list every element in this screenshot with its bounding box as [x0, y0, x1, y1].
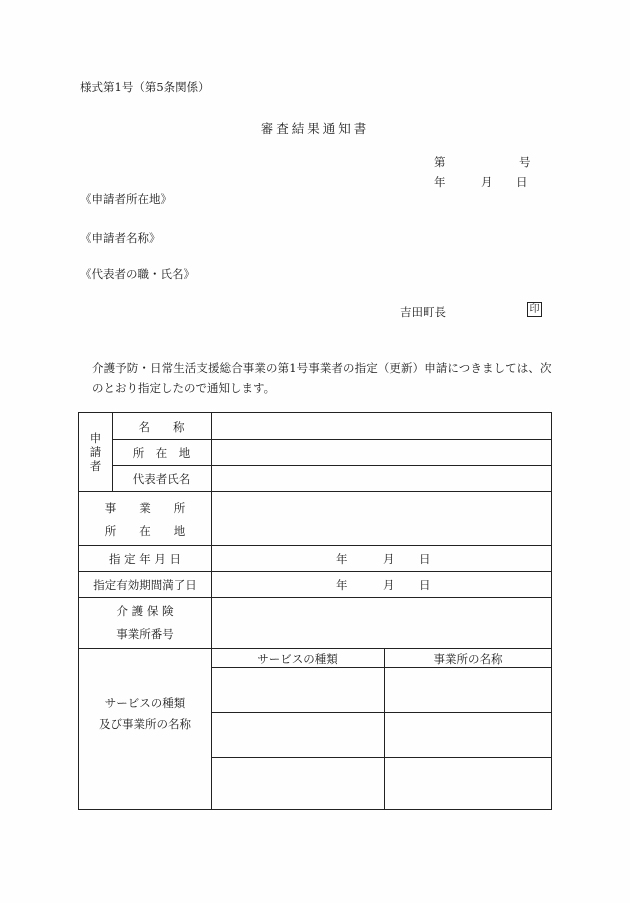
date-day: 日 — [516, 175, 528, 189]
service-label-2: 及び事業所の名称 — [99, 717, 191, 731]
number-suffix: 号 — [519, 155, 531, 169]
col-office-name: 事業所の名称 — [433, 652, 503, 666]
sender-title: 吉田町長 — [400, 305, 446, 319]
table-rule — [384, 648, 385, 810]
document-title: 審査結果通知書 — [260, 121, 370, 136]
name-label: 名 称 — [138, 420, 185, 434]
recipient-name: 《申請者名称》 — [80, 231, 161, 245]
notice-body-line-1: 介護予防・日常生活支援総合事業の第1号事業者の指定（更新）申請につきましては、次 — [92, 361, 552, 375]
number-prefix: 第 — [434, 155, 446, 169]
col-service-type: サービスの種類 — [257, 652, 338, 666]
service-label-1: サービスの種類 — [104, 696, 186, 710]
table-rule — [79, 597, 552, 598]
result-table — [78, 412, 552, 810]
expiry-label: 指定有効期間満了日 — [93, 578, 197, 592]
insurance-label-1: 介 護 保 険 — [116, 604, 174, 618]
table-rule — [79, 648, 552, 649]
address-label: 所 在 地 — [132, 446, 191, 460]
table-rule — [211, 667, 552, 668]
table-rule — [79, 571, 552, 572]
recipient-address: 《申請者所在地》 — [80, 192, 172, 206]
representative-label: 代表者氏名 — [132, 472, 191, 486]
table-rule — [112, 465, 552, 466]
expiry-month: 月 — [383, 578, 395, 592]
insurance-label-2: 事業所番号 — [116, 627, 174, 641]
notice-body-line-2: のとおり指定したので通知します。 — [92, 381, 276, 395]
table-rule — [211, 712, 552, 713]
seal-mark: 印 — [527, 302, 542, 317]
form-number: 様式第1号（第5条関係） — [80, 80, 210, 94]
expiry-year: 年 — [336, 578, 348, 592]
expiry-day: 日 — [419, 578, 431, 592]
date-year: 年 — [434, 175, 446, 189]
table-rule — [211, 757, 552, 758]
designation-date-label: 指 定 年 月 日 — [108, 552, 182, 566]
table-rule — [211, 413, 212, 810]
notice-body — [80, 358, 554, 398]
table-rule — [79, 545, 552, 546]
date-month: 月 — [481, 175, 493, 189]
office-label-2: 所 在 地 — [104, 524, 186, 538]
designation-year: 年 — [336, 552, 348, 566]
table-rule — [79, 491, 552, 492]
designation-day: 日 — [419, 552, 431, 566]
table-rule — [112, 439, 552, 440]
applicant-label: 申請者 — [89, 431, 102, 473]
office-label-1: 事 業 所 — [104, 501, 186, 515]
recipient-representative: 《代表者の職・氏名》 — [80, 267, 195, 281]
designation-month: 月 — [383, 552, 395, 566]
